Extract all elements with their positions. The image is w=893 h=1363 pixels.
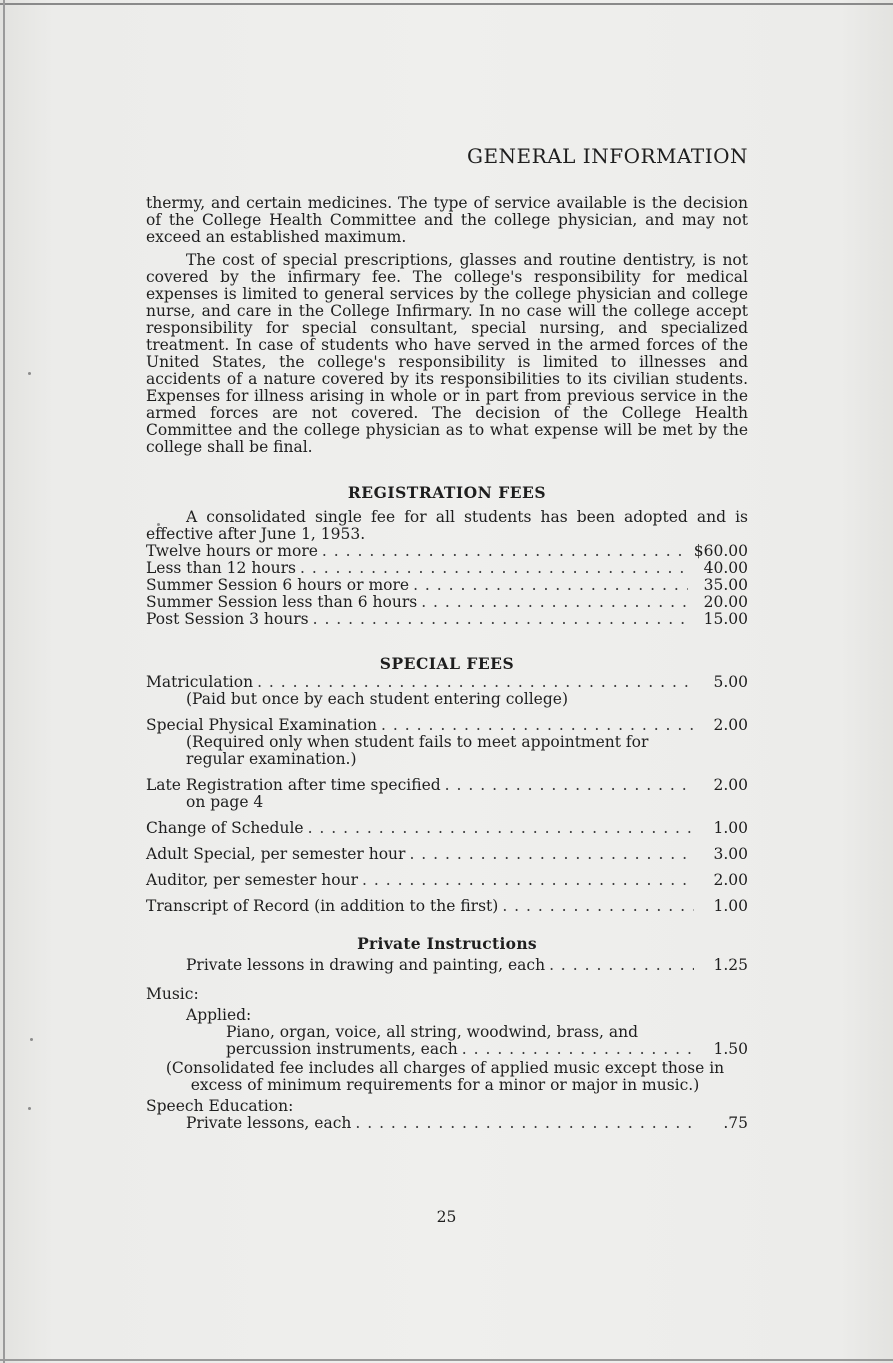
running-head: GENERAL INFORMATION [466, 144, 748, 168]
fee-note: (Required only when student fails to meet appointment for regular examination.) [186, 733, 649, 768]
fee-row-speech-lessons [146, 1115, 748, 1132]
scan-border-left [3, 0, 5, 1363]
fee-amount: 1.00 [713, 819, 748, 837]
fee-label: Summer Session less than 6 hours [146, 593, 418, 611]
dot-leader [445, 777, 694, 794]
paragraph-health-service: thermy, and certain medicines. The type of service available is the decision of the College Health Committee and the college physician, and may not exceed an established maximum. [146, 194, 748, 246]
dot-leader [355, 1115, 694, 1132]
special-fee-list [146, 674, 748, 915]
fee-row-transcript [146, 898, 748, 915]
paragraph-cost-responsibility: The cost of special prescriptions, glasses and routine dentistry, is not covered by the infirmary fee. The college's responsibility for medical expenses is limited to general services by the college physician and college nurse, and care in the College Infirmary. In no case will the college accept responsibility for special consultant, special nursing, and specialized treatment. In case of students who have served in the armed forces of the United States, the college's responsibility is limited to illnesses and accidents of a nature covered by its responsibilities to its civilian students. Expenses for illness arising in whole or in part from previous service in the armed forces are not covered. The decision of the College Health Committee and the college physician as to what expense will be met by the college shall be final. [146, 251, 748, 456]
fee-row [146, 611, 748, 628]
fee-label: percussion instruments, each [226, 1040, 458, 1058]
fee-label: Less than 12 hours [146, 559, 296, 577]
special-fees-heading: SPECIAL FEES [379, 654, 515, 673]
music-label: Music: [146, 985, 199, 1003]
fee-label: Private lessons in drawing and painting, each [186, 956, 546, 974]
registration-fees-heading: REGISTRATION FEES [347, 483, 547, 502]
fee-label: Post Session 3 hours [146, 610, 309, 628]
scan-speck [30, 1038, 33, 1041]
fee-label: Change of Schedule [146, 819, 304, 837]
fee-row-adult-special [146, 846, 748, 863]
instruments-line: Piano, organ, voice, all string, woodwind, brass, and [226, 1023, 638, 1041]
fee-label: Twelve hours or more [146, 542, 318, 560]
fee-amount: 2.00 [713, 871, 748, 889]
registration-fee-list [146, 543, 748, 628]
fee-row [146, 543, 748, 560]
consolidated-fee-note: (Consolidated fee includes all charges of applied music except those in excess of minimum requirements for a minor or major in music.) [165, 1059, 725, 1094]
fee-row-matriculation [146, 674, 748, 691]
fee-label: Late Registration after time specified [146, 776, 441, 794]
dot-leader [362, 872, 694, 889]
speech-label: Speech Education: [146, 1097, 294, 1115]
fee-label: Private lessons, each [186, 1114, 352, 1132]
fee-amount: 5.00 [713, 673, 748, 691]
fee-row-late-registration [146, 777, 748, 794]
fee-amount: .75 [723, 1114, 748, 1132]
dot-leader [409, 846, 694, 863]
scan-speck [28, 372, 31, 375]
fee-label: Transcript of Record (in addition to the first) [146, 897, 499, 915]
fee-amount: 40.00 [703, 559, 748, 577]
dot-leader [300, 560, 688, 577]
fee-label: Auditor, per semester hour [146, 871, 359, 889]
fee-amount: 20.00 [703, 593, 748, 611]
scan-border-bottom [0, 1359, 893, 1361]
page-number: 25 [436, 1208, 457, 1226]
dot-leader [313, 611, 688, 628]
fee-amount: $60.00 [693, 542, 748, 560]
fee-amount: 2.00 [713, 776, 748, 794]
dot-leader [549, 957, 694, 974]
dot-leader [462, 1041, 694, 1058]
fee-amount: 3.00 [713, 845, 748, 863]
fee-row-auditor [146, 872, 748, 889]
fee-row-instruments [146, 1041, 748, 1058]
fee-row-physical-exam [146, 717, 748, 734]
fee-row [146, 594, 748, 611]
fee-amount: 35.00 [703, 576, 748, 594]
fee-row [146, 560, 748, 577]
fee-label: Special Physical Examination [146, 716, 378, 734]
fee-amount: 2.00 [713, 716, 748, 734]
fee-row-drawing-painting [146, 957, 748, 974]
registration-intro: A consolidated single fee for all students has been adopted and is effective after June 1, 1953. [146, 508, 748, 543]
scan-border-top [0, 3, 893, 5]
dot-leader [257, 674, 694, 691]
applied-label: Applied: [186, 1006, 252, 1024]
page-content [146, 144, 748, 1132]
fee-label: Summer Session 6 hours or more [146, 576, 410, 594]
fee-amount: 1.50 [713, 1040, 748, 1058]
dot-leader [421, 594, 688, 611]
scan-speck [28, 1107, 31, 1110]
private-instructions-heading: Private Instructions [357, 934, 537, 953]
fee-note: on page 4 [186, 793, 264, 811]
dot-leader [413, 577, 688, 594]
dot-leader [322, 543, 688, 560]
fee-amount: 15.00 [703, 610, 748, 628]
fee-amount: 1.25 [713, 956, 748, 974]
dot-leader [502, 898, 694, 915]
fee-row [146, 577, 748, 594]
fee-label: Adult Special, per semester hour [146, 845, 406, 863]
fee-row-change-schedule [146, 820, 748, 837]
fee-label: Matriculation [146, 673, 254, 691]
private-instruction-list [146, 957, 748, 1132]
fee-note: (Paid but once by each student entering college) [186, 690, 568, 708]
dot-leader [381, 717, 694, 734]
dot-leader [308, 820, 694, 837]
fee-amount: 1.00 [713, 897, 748, 915]
